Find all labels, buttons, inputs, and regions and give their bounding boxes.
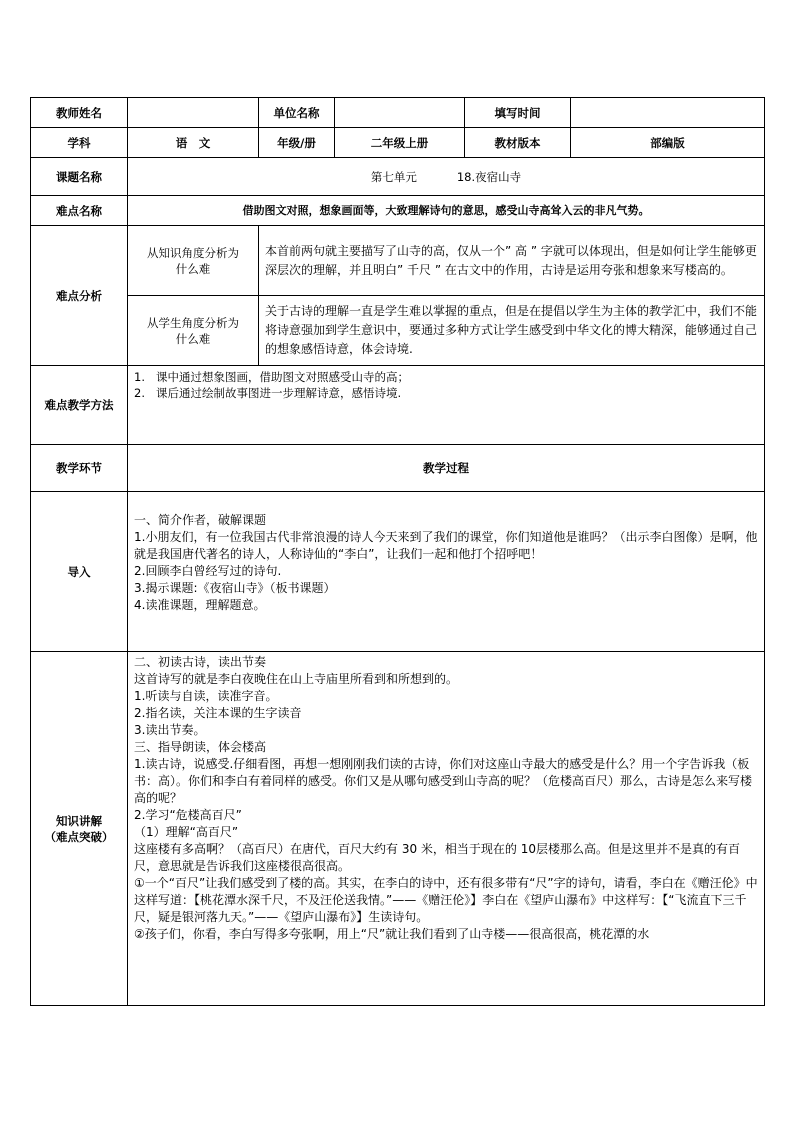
method-item: 2. 课后通过绘制故事图进一步理解诗意，感悟诗境. bbox=[134, 386, 402, 400]
analysis-label: 难点分析 bbox=[31, 226, 128, 366]
methods-label: 难点教学方法 bbox=[31, 366, 128, 445]
knowledge-angle-label: 从知识角度分析为什么难 bbox=[128, 226, 259, 296]
knowledge-line: 这首诗写的就是李白夜晚住在山上寺庙里所看到和所想到的。 bbox=[134, 672, 459, 686]
intro-content bbox=[128, 492, 765, 652]
fill-date-value bbox=[571, 98, 765, 128]
knowledge-line: 3.读出节奏。 bbox=[134, 723, 206, 737]
process-header-row bbox=[31, 445, 765, 492]
difficulty-text: 借助图文对照，想象画面等，大致理解诗句的意思，感受山寺高耸入云的非凡气势。 bbox=[128, 196, 765, 226]
fill-date-label: 填写时间 bbox=[465, 98, 571, 128]
header-row-2 bbox=[31, 128, 765, 158]
knowledge-line: 1.听读与自读，读准字音。 bbox=[134, 689, 278, 703]
lesson-title: 18.夜宿山寺 bbox=[456, 169, 522, 184]
unit-name-value bbox=[335, 98, 465, 128]
grade-label: 年级/册 bbox=[259, 128, 335, 158]
knowledge-line: 这座楼有多高啊？（高百尺）在唐代，百尺大约有 30 米，相当于现在的 10层楼那么高。但是这里并不是真的有百尺，意思就是告诉我们这座楼很高很高。 bbox=[134, 842, 740, 873]
lesson-title-label: 课题名称 bbox=[31, 158, 128, 196]
knowledge-row bbox=[31, 652, 765, 1006]
textbook-value: 部编版 bbox=[571, 128, 765, 158]
intro-line: 3.揭示课题:《夜宿山寺》（板书课题） bbox=[134, 581, 336, 595]
teacher-name-label: 教师姓名 bbox=[31, 98, 128, 128]
student-angle-text: 关于古诗的理解一直是学生难以掌握的重点，但是在提倡以学生为主体的教学汇中，我们不能将诗意强加到学生意识中，要通过多种方式让学生感受到中华文化的博大精深，能够通过自己的想象感悟诗意，体会诗境. bbox=[259, 296, 765, 366]
unit-name-label: 单位名称 bbox=[259, 98, 335, 128]
knowledge-content bbox=[128, 652, 765, 1006]
knowledge-line: 1.读古诗，说感受.仔细看图，再想一想刚刚我们读的古诗，你们对这座山寺最大的感受是什么？用一个字告诉我（板书：高）。你们和李白有着同样的感受。你们又是从哪句感受到山寺高的呢？（危楼高百尺）那么，古诗是怎么来写楼高的呢？ bbox=[134, 757, 753, 805]
method-item: 1. 课中通过想象图画，借助图文对照感受山寺的高； bbox=[134, 370, 409, 384]
lesson-title-row bbox=[31, 158, 765, 196]
intro-row bbox=[31, 492, 765, 652]
knowledge-line: ②孩子们，你看，李白写得多夸张啊，用上“尺”就让我们看到了山寺楼——很高很高，桃花潭的水 bbox=[134, 927, 650, 941]
intro-line: 4.读准课题，理解题意。 bbox=[134, 598, 266, 612]
lesson-plan-table bbox=[30, 97, 765, 1006]
knowledge-line: ①一个“百尺”让我们感受到了楼的高。其实，在李白的诗中，还有很多带有“尺”字的诗句，请看，李白在《赠汪伦》中这样写道：【桃花潭水深千尺，不及汪伦送我情。”——《赠汪伦》】李白在《望庐山瀑布》中这样写：【“飞流直下三千尺，疑是银河落九天。”——《望庐山瀑布》】生读诗句。 bbox=[134, 876, 758, 924]
knowledge-label bbox=[31, 652, 128, 1006]
knowledge-label-line2: （难点突破） bbox=[44, 829, 114, 844]
intro-line: 1.小朋友们，有一位我国古代非常浪漫的诗人今天来到了我们的课堂，你们知道他是谁吗？（出示李白图像）是啊，他就是我国唐代著名的诗人，人称诗仙的“李白”，让我们一起和他打个招呼吧！ bbox=[134, 530, 758, 561]
difficulty-label: 难点名称 bbox=[31, 196, 128, 226]
stage-header: 教学环节 bbox=[31, 445, 128, 492]
knowledge-line: 三、指导朗读，体会楼高 bbox=[134, 740, 267, 754]
process-header: 教学过程 bbox=[128, 445, 765, 492]
knowledge-angle-text: 本首前两句就主要描写了山寺的高，仅从一个” 高 ” 字就可以体现出，但是如何让学生能够更深层次的理解，并且明白” 千尺 ” 在古文中的作用，古诗是运用夸张和想象来写楼高的。 bbox=[259, 226, 765, 296]
knowledge-line: （1）理解“高百尺” bbox=[134, 825, 239, 839]
knowledge-label-line1: 知识讲解 bbox=[56, 813, 102, 828]
teacher-name-value bbox=[128, 98, 259, 128]
intro-line: 2.回顾李白曾经写过的诗句. bbox=[134, 564, 282, 578]
knowledge-line: 二、初读古诗，读出节奏 bbox=[134, 655, 267, 669]
subject-value: 语 文 bbox=[128, 128, 259, 158]
analysis-knowledge-row bbox=[31, 226, 765, 296]
header-row-1 bbox=[31, 98, 765, 128]
difficulty-row bbox=[31, 196, 765, 226]
subject-label: 学科 bbox=[31, 128, 128, 158]
intro-label: 导入 bbox=[31, 492, 128, 652]
intro-line: 一、简介作者，破解课题 bbox=[134, 513, 267, 527]
textbook-label: 教材版本 bbox=[465, 128, 571, 158]
lesson-unit: 第七单元 bbox=[370, 169, 417, 184]
methods-row bbox=[31, 366, 765, 445]
methods-list bbox=[134, 369, 758, 401]
analysis-student-row bbox=[31, 296, 765, 366]
knowledge-line: 2.学习“危楼高百尺” bbox=[134, 808, 242, 822]
methods-cell bbox=[128, 366, 765, 445]
student-angle-label: 从学生角度分析为什么难 bbox=[128, 296, 259, 366]
knowledge-line: 2.指名读，关注本课的生字读音 bbox=[134, 706, 302, 720]
lesson-title-cell bbox=[128, 158, 765, 196]
grade-value: 二年级上册 bbox=[335, 128, 465, 158]
